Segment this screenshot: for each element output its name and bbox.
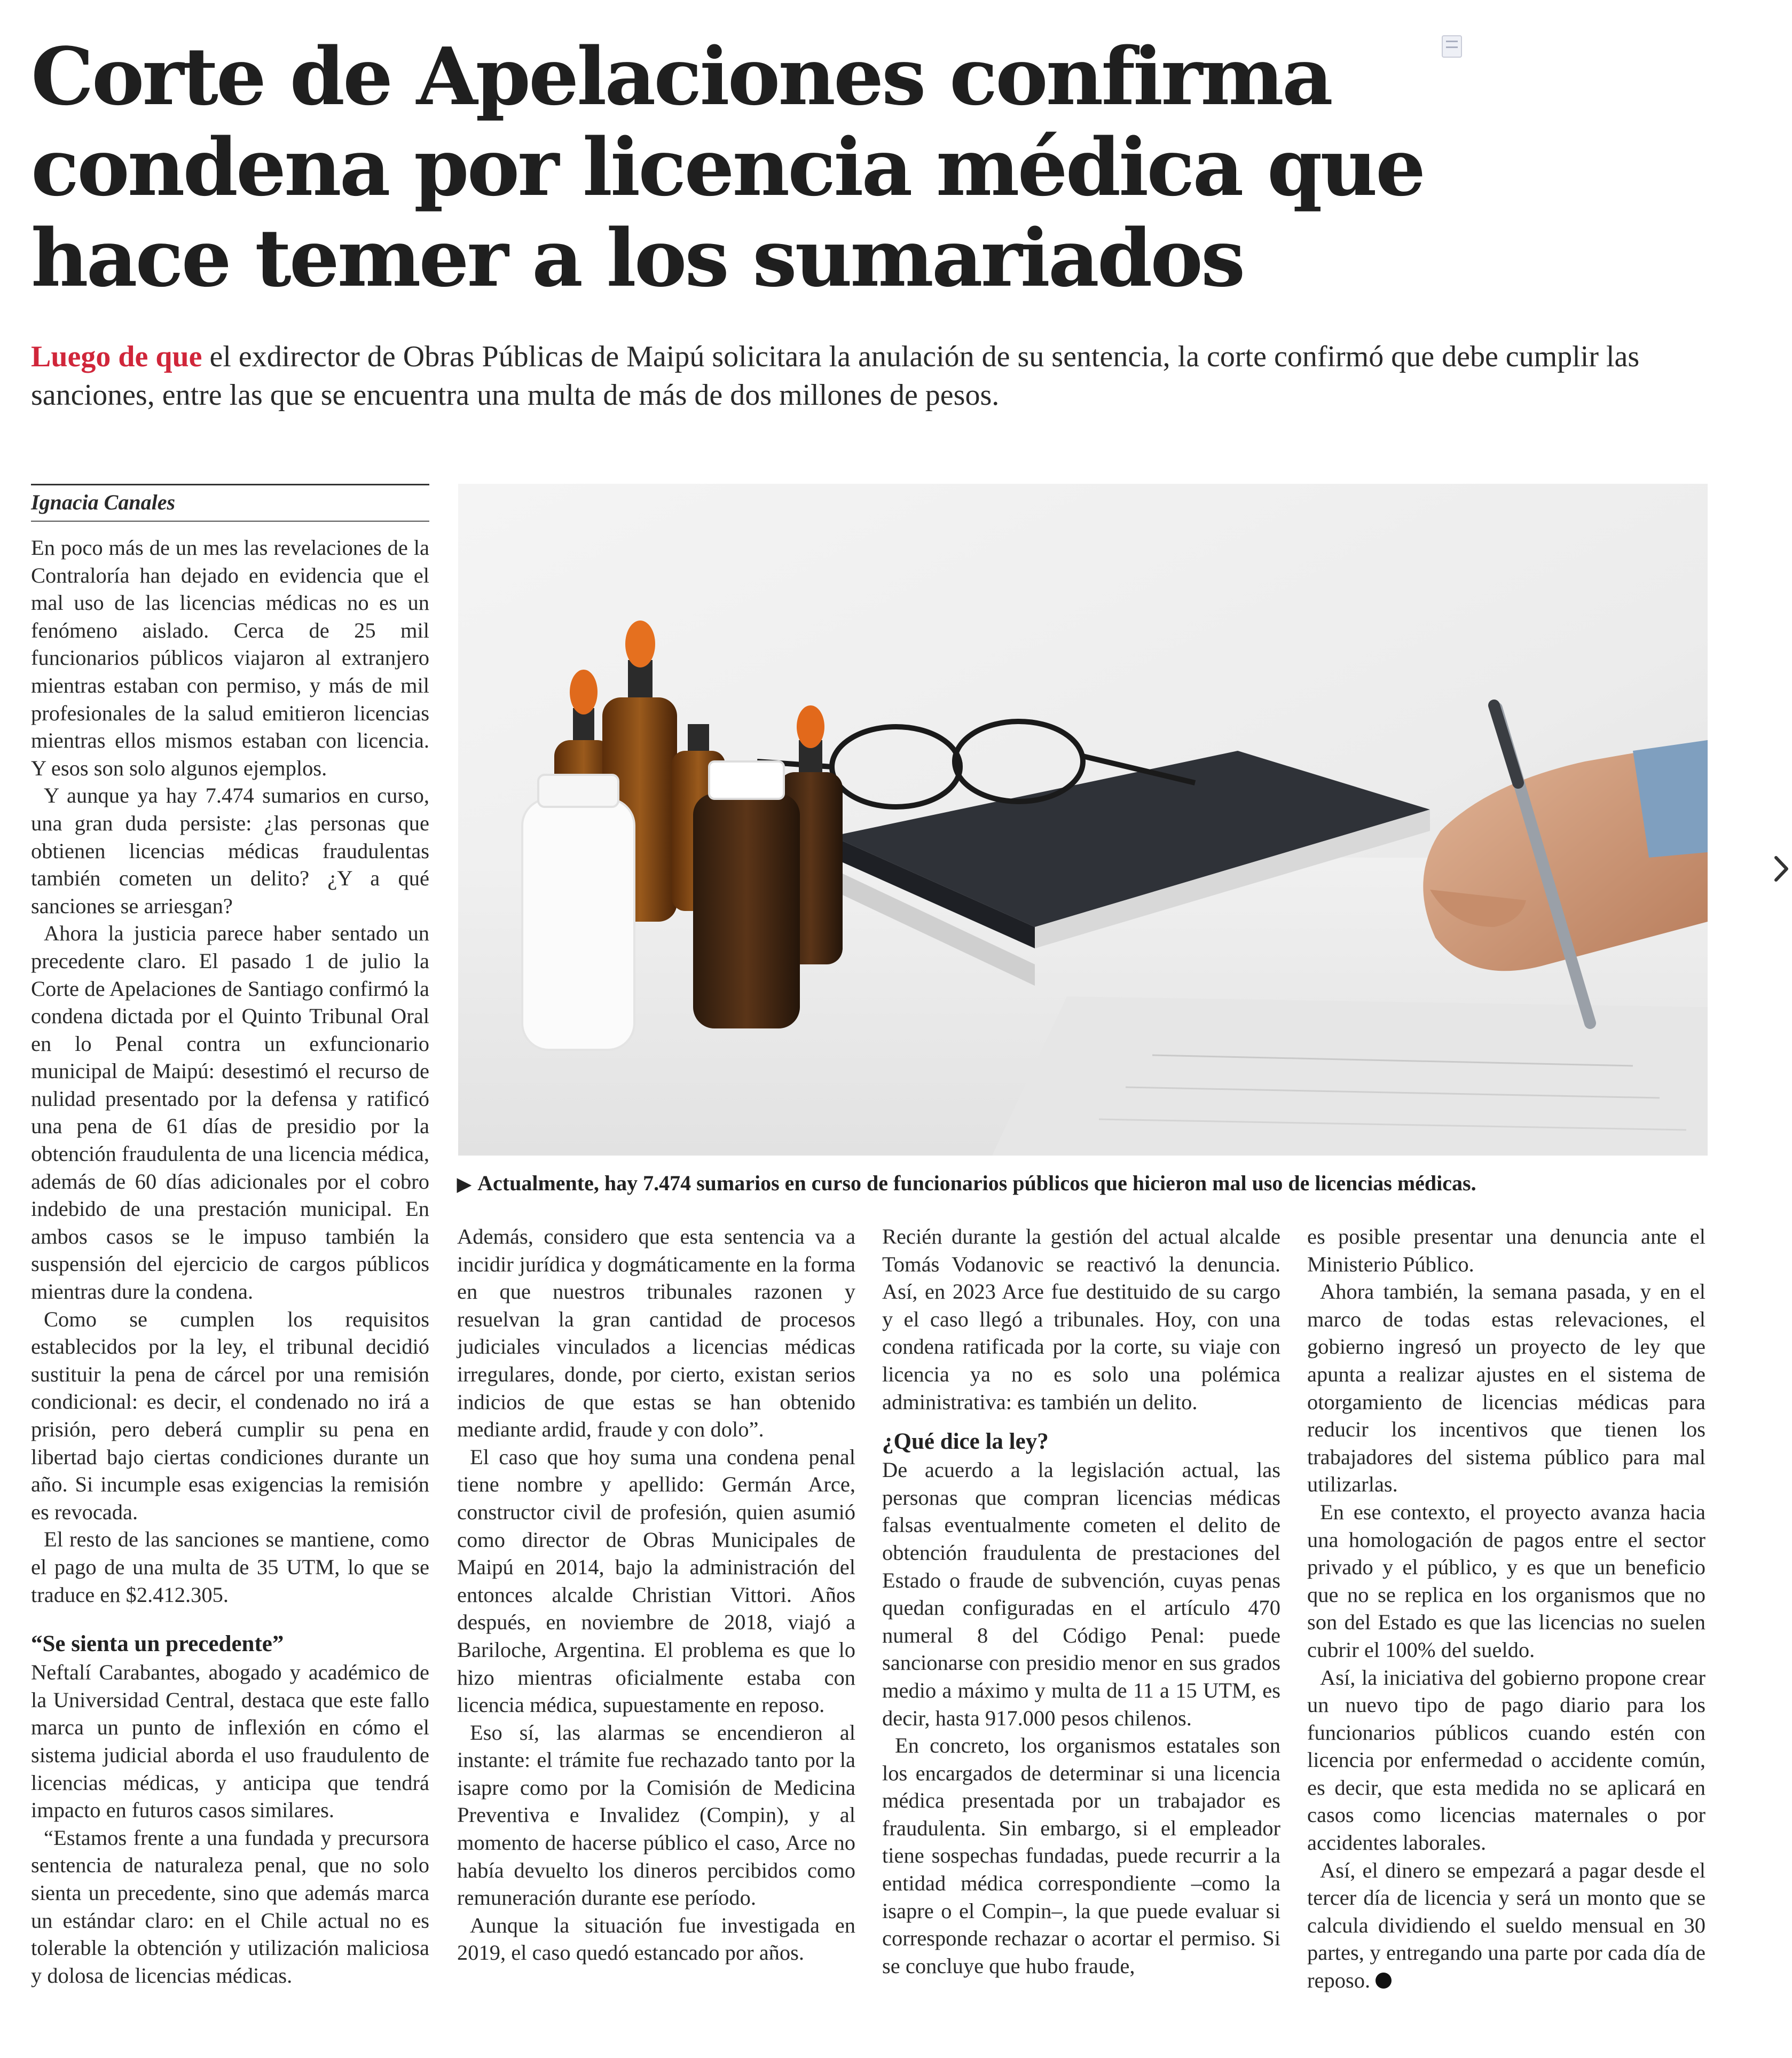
paragraph: Eso sí, las alarmas se encendieron al instante: el trámite fue rechazado tanto por la isapre como por la Comisión de Medicina Preventiva e Invalidez (Compin), y al momento de hacerse público el caso, Arce no había devuelto los dineros percibidos como remuneración durante ese período. xyxy=(457,1720,855,1910)
paragraph: Así, el dinero se empezará a pagar desde el tercer día de licencia y será un monto que se calcula dividiendo el sueldo mensual en 30 partes, y entregando una parte por cada día de reposo. xyxy=(1307,1858,1705,1993)
paragraph: es posible presentar una denuncia ante el Ministerio Público. xyxy=(1307,1224,1705,1276)
article-column-1 xyxy=(31,534,429,1989)
photo-caption-text: Actualmente, hay 7.474 sumarios en curso de funcionarios públicos que hicieron mal uso de licencias médicas. xyxy=(477,1171,1476,1195)
paragraph: Recién durante la gestión del actual alcalde Tomás Vodanovic se reactivó la denuncia. Así, en 2023 Arce fue destituido de su cargo y el caso llegó a tribunales. Hoy, con una condena ratificada por la corte, su viaje con licencia ya no es solo una polémica administrativa: es también un delito. xyxy=(882,1224,1280,1414)
paragraph: El caso que hoy suma una condena penal tiene nombre y apellido: Germán Arce, constructor civil de profesión, quien asumió como director de Obras Municipales de Maipú en 2014, bajo la administración del entonces alcalde Christian Vittori. Años después, en noviembre de 2018, viajó a Bariloche, Argentina. El problema es que lo hizo mientras oficialmente estaba con licencia médica, supuestamente en reposo. xyxy=(457,1444,855,1717)
paragraph: Como se cumplen los requisitos establecidos por la ley, el tribunal decidió sustituir la pena de cárcel por una remisión condicional: es decir, el condenado no irá a prisión, pero deberá cumplir su pena en libertad bajo ciertas condiciones durante un año. Si incumple esas exigencias la remisión es revocada. xyxy=(31,1307,429,1524)
paragraph: En ese contexto, el proyecto avanza hacia una homologación de pagos entre el sector privado y el público, y es que un beneficio que no se replica en los organismos que no son del Estado es que las licencias no suelen cubrir el 100% del sueldo. xyxy=(1307,1499,1705,1662)
headline-line-2: condena por licencia médica que xyxy=(31,121,1424,214)
caption-arrow-icon: ▶ xyxy=(457,1175,471,1195)
article-column-3 xyxy=(882,1223,1280,1980)
paragraph: El resto de las sanciones se mantiene, como el pago de una multa de 35 UTM, lo que se traduce en $2.412.305. xyxy=(31,1527,429,1607)
paragraph: En poco más de un mes las revelaciones de la Contraloría han dejado en evidencia que el mal uso de las licencias médicas no es un fenómeno aislado. Cerca de 25 mil funcionarios públicos viajaron al extranjero mientras estaban con permiso, y más de mil profesionales de la salud emitieron licencias mientras ellos mismos estaban con licencia. Y esos son solo algunos ejemplos. xyxy=(31,536,429,780)
paragraph: Y aunque ya hay 7.474 sumarios en curso, una gran duda persiste: ¿las personas que obtienen licencias médicas fraudulentas también cometen un delito? ¿Y a qué sanciones se arriesgan? xyxy=(31,783,429,918)
headline xyxy=(31,30,1424,304)
lead-text: el exdirector de Obras Públicas de Maipú solicitara la anulación de su sentencia, la corte confirmó que debe cumplir las sanciones, entre las que se encuentra una multa de más de dos millones de pesos. xyxy=(31,340,1640,412)
paragraph: Ahora la justicia parece haber sentado un precedente claro. El pasado 1 de julio la Corte de Apelaciones de Santiago confirmó la condena dictada por el Quinto Tribunal Oral en lo Penal contra un exfuncionario municipal de Maipú: desestimó el recurso de nulidad presentado por la defensa y ratificó una pena de 61 días de presidio por la obtención fraudulenta de una licencia médica, además de 60 días adicionales por el cobro indebido de una prestación municipal. En ambos casos se le impuso también la suspensión del ejercicio de cargos públicos mientras dure la condena. xyxy=(31,921,429,1304)
next-page-chevron-icon[interactable] xyxy=(1772,850,1791,887)
page-note-icon[interactable] xyxy=(1442,35,1462,58)
subheading-que-dice-la-ley: ¿Qué dice la ley? xyxy=(882,1429,1049,1455)
lead-paragraph xyxy=(31,337,1686,414)
subheading-precedente: “Se sienta un precedente” xyxy=(31,1631,284,1657)
headline-line-1: Corte de Apelaciones confirma xyxy=(31,30,1331,123)
article-column-2 xyxy=(457,1223,855,1967)
paragraph: De acuerdo a la legislación actual, las personas que compran licencias médicas falsas eventualmente cometen el delito de obtención fraudulenta de prestaciones del Estado o fraude de subvención, cuyas penas quedan configuradas en el artículo 470 numeral 8 del Código Penal: puede sancionarse con presidio menor en sus grados medio a máximo y multa de 11 a 15 UTM, es decir, hasta 917.000 pesos chilenos. xyxy=(882,1458,1280,1730)
paragraph: Aunque la situación fue investigada en 2019, el caso quedó estancado por años. xyxy=(457,1913,855,1965)
byline-divider xyxy=(31,521,429,522)
paragraph: Neftalí Carabantes, abogado y académico de la Universidad Central, destaca que este fallo marca un punto de inflexión en cómo el sistema judicial aborda el uso fraudulento de licencias médicas, y anticipa que tendrá impacto en futuros casos similares. xyxy=(31,1660,429,1823)
photo-paper xyxy=(992,996,1708,1156)
paragraph: Además, considero que esta sentencia va a incidir jurídica y dogmáticamente en la forma en que nuestros tribunales razonen y resuelvan la gran cantidad de procesos judiciales vinculados a licencias médicas irregulares, donde, por cierto, existan serios indicios de que estas se han obtenido mediante ardid, fraude y con dolo”. xyxy=(457,1224,855,1442)
article-photo xyxy=(458,484,1708,1156)
byline: Ignacia Canales xyxy=(31,484,429,515)
paragraph: Así, la iniciativa del gobierno propone crear un nuevo tipo de pago diario para los funcionarios públicos cuando estén con licencia por enfermedad o accidente común, es decir, que esta medida no se aplicará en casos como licencias maternales o por accidentes laborales. xyxy=(1307,1665,1705,1855)
headline-line-3: hace temer a los sumariados xyxy=(31,211,1244,304)
paragraph: “Estamos frente a una fundada y precursora sentencia de naturaleza penal, que no solo sienta un precedente, sino que además marca un estándar claro: en el Chile actual no es tolerable la obtención y utilización maliciosa y dolosa de licencias médicas. xyxy=(31,1825,429,1988)
paragraph: Ahora también, la semana pasada, y en el marco de todas estas relevaciones, el gobierno ingresó un proyecto de ley que apunta a realizar ajustes en el sistema de otorgamiento de licencias médicas para reducir los incentivos que tienen los trabajadores del sistema público para mal utilizarlas. xyxy=(1307,1279,1705,1497)
paragraph: En concreto, los organismos estatales son los encargados de determinar si una licencia médica presentada por un trabajador es fraudulenta. Sin embargo, si el empleador tiene sospechas fundadas, puede recurrir a la entidad médica correspondiente –como la isapre o el Compin–, la que puede evaluar si corresponde rechazar o acortar el permiso. Si se concluye que hubo fraude, xyxy=(882,1733,1280,1978)
article-column-4 xyxy=(1307,1223,1705,1994)
photo-caption xyxy=(457,1171,1739,1196)
end-of-article-icon xyxy=(1376,1973,1392,1989)
lead-kicker: Luego de que xyxy=(31,340,202,373)
